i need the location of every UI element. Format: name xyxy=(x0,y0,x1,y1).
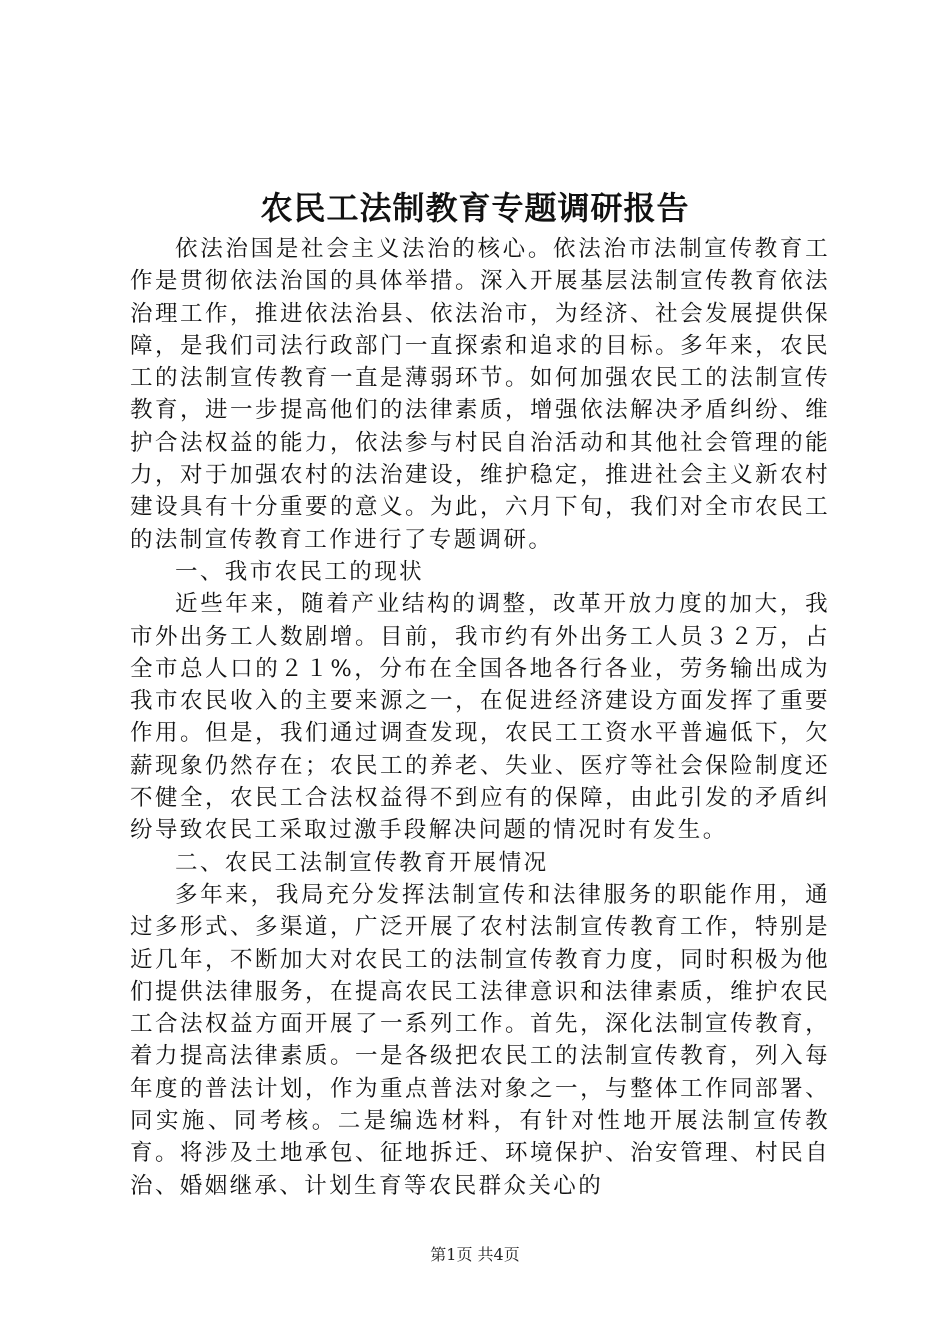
document-title: 农民工法制教育专题调研报告 xyxy=(260,189,690,227)
section-heading-2: 二、农民工法制宣传教育开展情况 xyxy=(175,849,549,876)
paragraph-section-1: 近些年来，随着产业结构的调整，改革开放力度的加大，我市外出务工人数剧增。目前，我市约有外出务工人员３２万，占全市总人口的２１%，分布在全国各地各行各业，劳务输出成为我市农民收入的主要来源之一，在促进经济建设方面发挥了重要作用。但是，我们通过调查发现，农民工工资水平普遍低下，欠薪现象仍然存在；农民工的养老、失业、医疗等社会保险制度还不健全，农民工合法权益得不到应有的保障，由此引发的矛盾纠纷导致农民工采取过激手段解决问题的情况时有发生。 xyxy=(130,591,830,844)
paragraph-intro: 依法治国是社会主义法治的核心。依法治市法制宣传教育工作是贯彻依法治国的具体举措。深入开展基层法制宣传教育依法治理工作，推进依法治县、依法治市，为经济、社会发展提供保障，是我们司法行政部门一直探索和追求的目标。多年来，农民工的法制宣传教育一直是薄弱环节。如何加强农民工的法制宣传教育，进一步提高他们的法律素质，增强依法解决矛盾纠纷、维护合法权益的能力，依法参与村民自治活动和其他社会管理的能力，对于加强农村的法治建设，维护稳定，推进社会主义新农村建设具有十分重要的意义。为此，六月下旬，我们对全市农民工的法制宣传教育工作进行了专题调研。 xyxy=(130,236,830,553)
section-heading-1: 一、我市农民工的现状 xyxy=(175,558,425,585)
document-body xyxy=(130,233,830,1202)
page-footer: 第1页 共4页 xyxy=(430,1245,520,1264)
paragraph-section-2: 多年来，我局充分发挥法制宣传和法律服务的职能作用，通过多形式、多渠道，广泛开展了农村法制宣传教育工作，特别是近几年，不断加大对农民工的法制宣传教育力度，同时积极为他们提供法律服务，在提高农民工法律意识和法律素质，维护农民工合法权益方面开展了一系列工作。首先，深化法制宣传教育，着力提高法律素质。一是各级把农民工的法制宣传教育，列入每年度的普法计划，作为重点普法对象之一，与整体工作同部署、同实施、同考核。二是编选材料，有针对性地开展法制宣传教育。将涉及土地承包、征地拆迁、环境保护、治安管理、村民自治、婚姻继承、计划生育等农民群众关心的 xyxy=(130,881,830,1199)
